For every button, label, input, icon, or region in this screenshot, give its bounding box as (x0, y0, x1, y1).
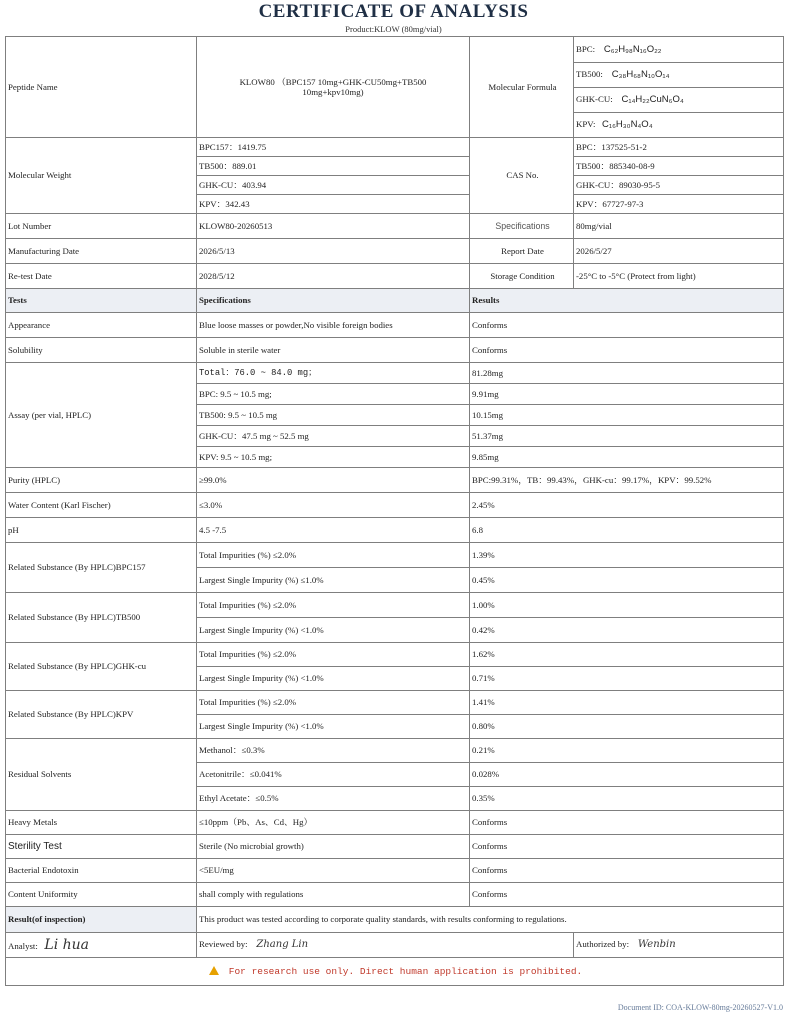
related-tb500-total-spec: Total Impurities (%) ≤2.0% (197, 593, 470, 618)
related-bpc157-total-spec: Total Impurities (%) ≤2.0% (197, 543, 470, 568)
formula-kpv: KPV: C₁₆H₃₀N₄O₄ (574, 113, 784, 138)
purity-spec: ≥99.0% (197, 468, 470, 493)
result-label: Result(of inspection) (6, 907, 197, 933)
related-kpv-label: Related Substance (By HPLC)KPV (6, 691, 197, 739)
cas-bpc: BPC：137525-51-2 (574, 138, 784, 157)
solubility-result: Conforms (470, 338, 784, 363)
assay-bpc-result: 9.91mg (470, 384, 784, 405)
assay-kpv-spec: KPV: 9.5 ~ 10.5 mg; (197, 447, 470, 468)
sterility-test-result: Conforms (470, 835, 784, 859)
water-content-spec: ≤3.0% (197, 493, 470, 518)
specifications-header: Specifications (197, 289, 470, 313)
ethyl-acetate-spec: Ethyl Acetate：≤0.5% (197, 787, 470, 811)
endotoxin-result: Conforms (470, 859, 784, 883)
spec-value: 80mg/vial (574, 214, 784, 239)
related-bpc157-single-spec: Largest Single Impurity (%) ≤1.0% (197, 568, 470, 593)
lot-value: KLOW80-20260513 (197, 214, 470, 239)
assay-total-spec: Total：76.0 ~ 84.0 mg； (197, 363, 470, 384)
formula-bpc: BPC: C₆₂H₉₈N₁₆O₂₂ (574, 37, 784, 63)
content-uniformity-spec: shall comply with regulations (197, 883, 470, 907)
document-id: Document ID: COA-KLOW-80mg-20260527-V1.0 (617, 1003, 783, 1012)
water-content-result: 2.45% (470, 493, 784, 518)
analyst-cell (6, 933, 197, 958)
assay-ghk-cu-result: 51.37mg (470, 426, 784, 447)
solubility-spec: Soluble in sterile water (197, 338, 470, 363)
related-ghk-cu-single-spec: Largest Single Impurity (%) <1.0% (197, 667, 470, 691)
tests-header: Tests (6, 289, 197, 313)
related-ghk-cu-total-spec: Total Impurities (%) ≤2.0% (197, 643, 470, 667)
appearance-spec: Blue loose masses or powder,No visible foreign bodies (197, 313, 470, 338)
related-kpv-single-spec: Largest Single Impurity (%) <1.0% (197, 715, 470, 739)
results-header: Results (470, 289, 784, 313)
content-uniformity-result: Conforms (470, 883, 784, 907)
mfg-date-label: Manufacturing Date (6, 239, 197, 264)
reviewed-signature: Zhang Lin (256, 939, 309, 951)
related-ghk-cu-single-result: 0.71% (470, 667, 784, 691)
water-content-label: Water Content (Karl Fischer) (6, 493, 197, 518)
document-title: CERTIFICATE OF ANALYSIS (258, 1, 529, 22)
weight-ghk-cu: GHK-CU：403.94 (197, 176, 470, 195)
heavy-metals-result: Conforms (470, 811, 784, 835)
related-ghk-cu-label: Related Substance (By HPLC)GHK-cu (6, 643, 197, 691)
methanol-result: 0.21% (470, 739, 784, 763)
product-subtitle: Product:KLOW (80mg/vial) (345, 24, 442, 34)
endotoxin-label: Bacterial Endotoxin (6, 859, 197, 883)
purity-result: BPC:99.31%，TB：99.43%，GHK-cu：99.17%，KPV：99.52% (470, 468, 784, 493)
assay-total-result: 81.28mg (470, 363, 784, 384)
assay-kpv-result: 9.85mg (470, 447, 784, 468)
authorized-signature: Wenbin (637, 939, 676, 951)
related-tb500-label: Related Substance (By HPLC)TB500 (6, 593, 197, 643)
weight-bpc157: BPC157：1419.75 (197, 138, 470, 157)
reviewed-cell (197, 933, 574, 958)
reviewed-label: Reviewed by: (199, 939, 248, 950)
related-bpc157-label: Related Substance (By HPLC)BPC157 (6, 543, 197, 593)
authorized-label: Authorized by: (576, 939, 630, 950)
assay-label: Assay (per vial, HPLC) (6, 363, 197, 468)
content-uniformity-label: Content Uniformity (6, 883, 197, 907)
storage-label: Storage Condition (470, 264, 574, 289)
appearance-label: Appearance (6, 313, 197, 338)
molecular-weight-label: Molecular Weight (6, 138, 197, 214)
acetonitrile-spec: Acetonitrile：≤0.041% (197, 763, 470, 787)
acetonitrile-result: 0.028% (470, 763, 784, 787)
assay-tb500-spec: TB500: 9.5 ~ 10.5 mg (197, 405, 470, 426)
residual-solvents-label: Residual Solvents (6, 739, 197, 811)
mfg-date-value: 2026/5/13 (197, 239, 470, 264)
assay-ghk-cu-spec: GHK-CU：47.5 mg ~ 52.5 mg (197, 426, 470, 447)
weight-tb500: TB500：889.01 (197, 157, 470, 176)
formula-tb500: TB500: C₃₈H₆₈N₁₀O₁₄ (574, 63, 784, 88)
report-date-value: 2026/5/27 (574, 239, 784, 264)
weight-kpv: KPV：342.43 (197, 195, 470, 214)
authorized-cell (574, 933, 784, 958)
methanol-spec: Methanol：≤0.3% (197, 739, 470, 763)
warning-banner (6, 958, 784, 986)
related-tb500-single-result: 0.42% (470, 618, 784, 643)
heavy-metals-label: Heavy Metals (6, 811, 197, 835)
analyst-label: Analyst: (8, 940, 38, 951)
related-tb500-total-result: 1.00% (470, 593, 784, 618)
assay-tb500-result: 10.15mg (470, 405, 784, 426)
report-date-label: Report Date (470, 239, 574, 264)
cas-label: CAS No. (470, 138, 574, 214)
formula-ghk-cu: GHK-CU: C₁₄H₂₂CuN₆O₄ (574, 88, 784, 113)
related-kpv-total-result: 1.41% (470, 691, 784, 715)
ph-label: pH (6, 518, 197, 543)
ethyl-acetate-result: 0.35% (470, 787, 784, 811)
spec-label: Specifications (470, 214, 574, 239)
assay-bpc-spec: BPC: 9.5 ~ 10.5 mg; (197, 384, 470, 405)
solubility-label: Solubility (6, 338, 197, 363)
related-kpv-single-result: 0.80% (470, 715, 784, 739)
lot-label: Lot Number (6, 214, 197, 239)
retest-date-label: Re-test Date (6, 264, 197, 289)
warning-text: For research use only. Direct human application is prohibited. (228, 965, 583, 977)
retest-date-value: 2028/5/12 (197, 264, 470, 289)
related-ghk-cu-total-result: 1.62% (470, 643, 784, 667)
sterility-test-spec: Sterile (No microbial growth) (197, 835, 470, 859)
peptide-name-value: KLOW80 （BPC157 10mg+GHK-CU50mg+TB500 10mg+kpv10mg) (197, 37, 470, 138)
ph-result: 6.8 (470, 518, 784, 543)
peptide-name-label: Peptide Name (6, 37, 197, 138)
coa-table (5, 36, 784, 986)
cas-kpv: KPV：67727-97-3 (574, 195, 784, 214)
cas-ghk-cu: GHK-CU：89030-95-5 (574, 176, 784, 195)
molecular-formula-label: Molecular Formula (470, 37, 574, 138)
related-tb500-single-spec: Largest Single Impurity (%) <1.0% (197, 618, 470, 643)
result-text: This product was tested according to corporate quality standards, with results conforming to regulations. (197, 907, 784, 933)
heavy-metals-spec: ≤10ppm（Pb、As、Cd、Hg） (197, 811, 470, 835)
purity-label: Purity (HPLC) (6, 468, 197, 493)
sterility-test-label: Sterility Test (6, 835, 197, 859)
endotoxin-spec: <5EU/mg (197, 859, 470, 883)
related-kpv-total-spec: Total Impurities (%) ≤2.0% (197, 691, 470, 715)
warning-icon (209, 966, 219, 975)
analyst-signature: Li hua (44, 936, 90, 953)
related-bpc157-single-result: 0.45% (470, 568, 784, 593)
appearance-result: Conforms (470, 313, 784, 338)
related-bpc157-total-result: 1.39% (470, 543, 784, 568)
storage-value: -25°C to -5°C (Protect from light) (574, 264, 784, 289)
cas-tb500: TB500：885340-08-9 (574, 157, 784, 176)
ph-spec: 4.5 -7.5 (197, 518, 470, 543)
